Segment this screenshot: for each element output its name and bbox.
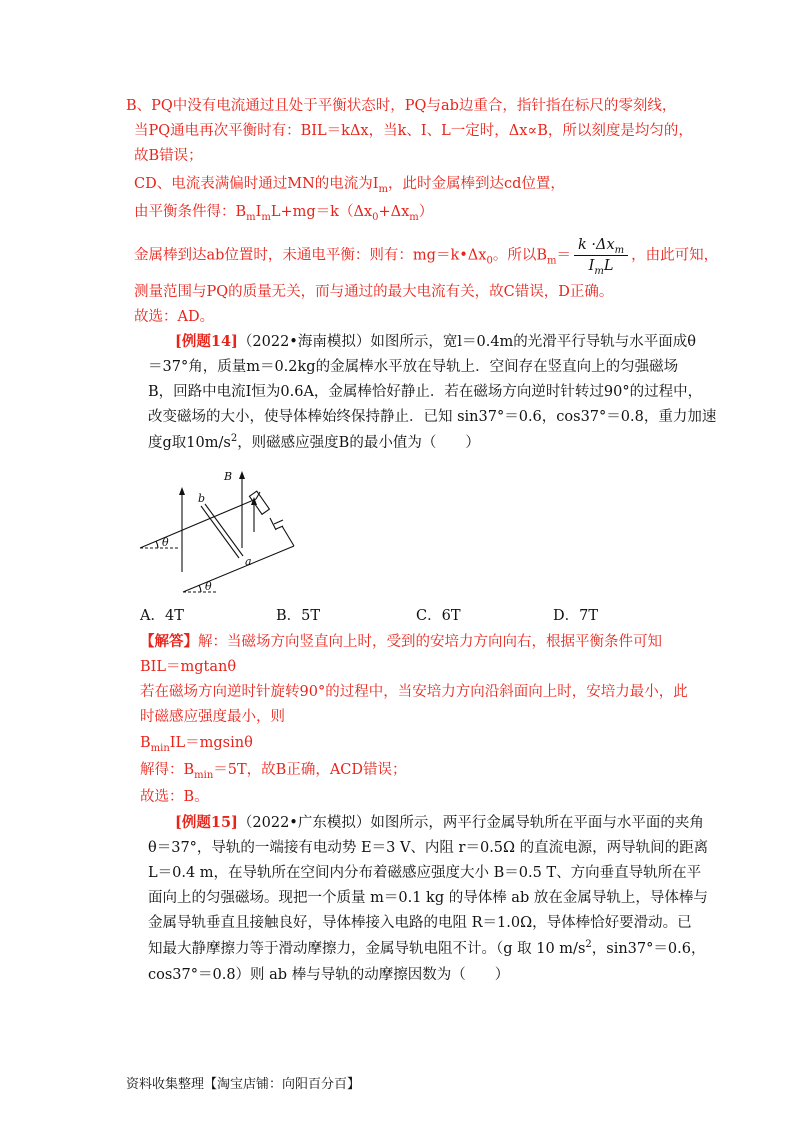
label-b: b: [198, 492, 206, 505]
example14-line-4: 改变磁场的大小，使导体棒始终保持静止．已知 sin37°＝0.6，cos37°＝0.8，重力加速: [148, 409, 717, 425]
solution14-answer: 故选：B。: [140, 789, 209, 805]
solution-line-1: B、PQ中没有电流通过且处于平衡状态时，PQ与ab边重合，指针指在标尺的零刻线，: [126, 98, 677, 114]
solution-answer: 故选：AD。: [134, 309, 215, 325]
solution-line-5: 由平衡条件得：$B_mI_mL+mg=k(\Delta x_0+\Delta x_m)$: [134, 204, 434, 223]
example14-line-3: B，回路中电流I恒为0.6A，金属棒恰好静止．若在磁场方向逆时针转过90°的过程中，: [148, 384, 703, 400]
solution-line-4: CD、电流表满偏时通过MN的电流为$I_m$，此时金属棒到达cd位置，: [134, 176, 565, 195]
example15-line-2: θ＝37°，导轨的一端接有电动势 E＝3 V、内阻 r＝0.5Ω 的直流电源，两导轨间的距离: [148, 840, 709, 856]
solution14-line-3: 若在磁场方向逆时针旋转90°的过程中，当安培力方向沿斜面向上时，安培力最小，此: [140, 684, 688, 700]
field-arrow-left: [179, 487, 185, 495]
page-footer: 资料收集整理【淘宝店铺：向阳百分百】: [126, 1077, 361, 1092]
option-b[interactable]: B．5T: [276, 608, 321, 624]
label-theta-2: θ: [205, 580, 212, 593]
fraction-bm: $\frac{k \cdot\Delta x_m}{I_mL}$: [574, 236, 628, 275]
example15-line-1: [例题15]（2022•广东模拟）如图所示，两平行金属导轨所在平面与水平面的夹角: [175, 814, 704, 831]
label-theta-1: θ: [162, 536, 169, 549]
example15-tag: [例题15]: [175, 814, 238, 831]
example14-tag: [例题14]: [175, 333, 238, 350]
example15-line-5: 金属导轨垂直且接触良好，导体棒接入电路的电阻 R＝1.0Ω，导体棒恰好要滑动。已: [148, 915, 692, 931]
example15-line-6: 知最大静摩擦力等于滑动摩擦力，金属导轨电阻不计。（g 取 10 $m/s^2$，sin37°＝0.6，: [148, 939, 706, 957]
solution14-line-2: BIL＝mgtanθ: [140, 659, 237, 675]
solution14-line-4: 时磁感应强度最小，则: [140, 709, 285, 725]
example15-line-4: 面向上的匀强磁场。现把一个质量 m＝0.1 kg 的导体棒 ab 放在金属导轨上，导体棒与: [148, 890, 708, 906]
incline-rail-figure: [138, 462, 298, 597]
example15-line-3: L＝0.4 m，在导轨所在空间内分布着磁感应强度大小 B＝0.5 T、方向垂直导轨所在平: [148, 865, 702, 881]
example14-line-2: ＝37°角，质量m＝0.2kg的金属棒水平放在导轨上．空间存在竖直向上的匀强磁场: [148, 359, 679, 375]
solution14-line-5: $B_{min}IL=mgsin\theta$: [140, 735, 253, 754]
solution-line-3: 故B错误；: [134, 148, 203, 164]
solution-line-2: 当PQ通电再次平衡时有：BIL＝kΔx，当k、I、L一定时，Δx∝B，所以刻度是均匀的，: [134, 123, 693, 139]
solution14-line-1: 【解答】解：当磁场方向竖直向上时，受到的安培力方向向右，根据平衡条件可知: [140, 633, 662, 650]
label-a: a: [245, 555, 252, 568]
option-a[interactable]: A．4T: [140, 608, 184, 624]
example14-line-5: 度g取$10m/s^2$，则磁感应强度B的最小值为（ ）: [148, 433, 480, 451]
field-arrow-middle: [239, 471, 245, 479]
solution-line-7: 测量范围与PQ的质量无关，而与通过的最大电流有关，故C错误，D正确。: [134, 284, 614, 300]
option-c[interactable]: C．6T: [416, 608, 461, 624]
option-d[interactable]: D．7T: [553, 608, 599, 624]
example14-line-1: [例题14]（2022•海南模拟）如图所示，宽l＝0.4m的光滑平行导轨与水平面成θ: [175, 333, 697, 350]
label-B: B: [224, 470, 233, 483]
solution-line-6: 金属棒到达ab位置时，未通电平衡：则有：$mg=k•\Delta x_0$。所以$B_m=$ $\frac{k \cdot\Delta x_m}{I_mL}$ ，由此可知，: [134, 237, 719, 277]
solution14-line-6: 解得：$B_{min}=5T$，故B正确，ACD错误；: [140, 762, 407, 781]
example15-line-7: cos37°＝0.8）则 ab 棒与导轨的动摩擦因数为（ ）: [148, 967, 510, 983]
